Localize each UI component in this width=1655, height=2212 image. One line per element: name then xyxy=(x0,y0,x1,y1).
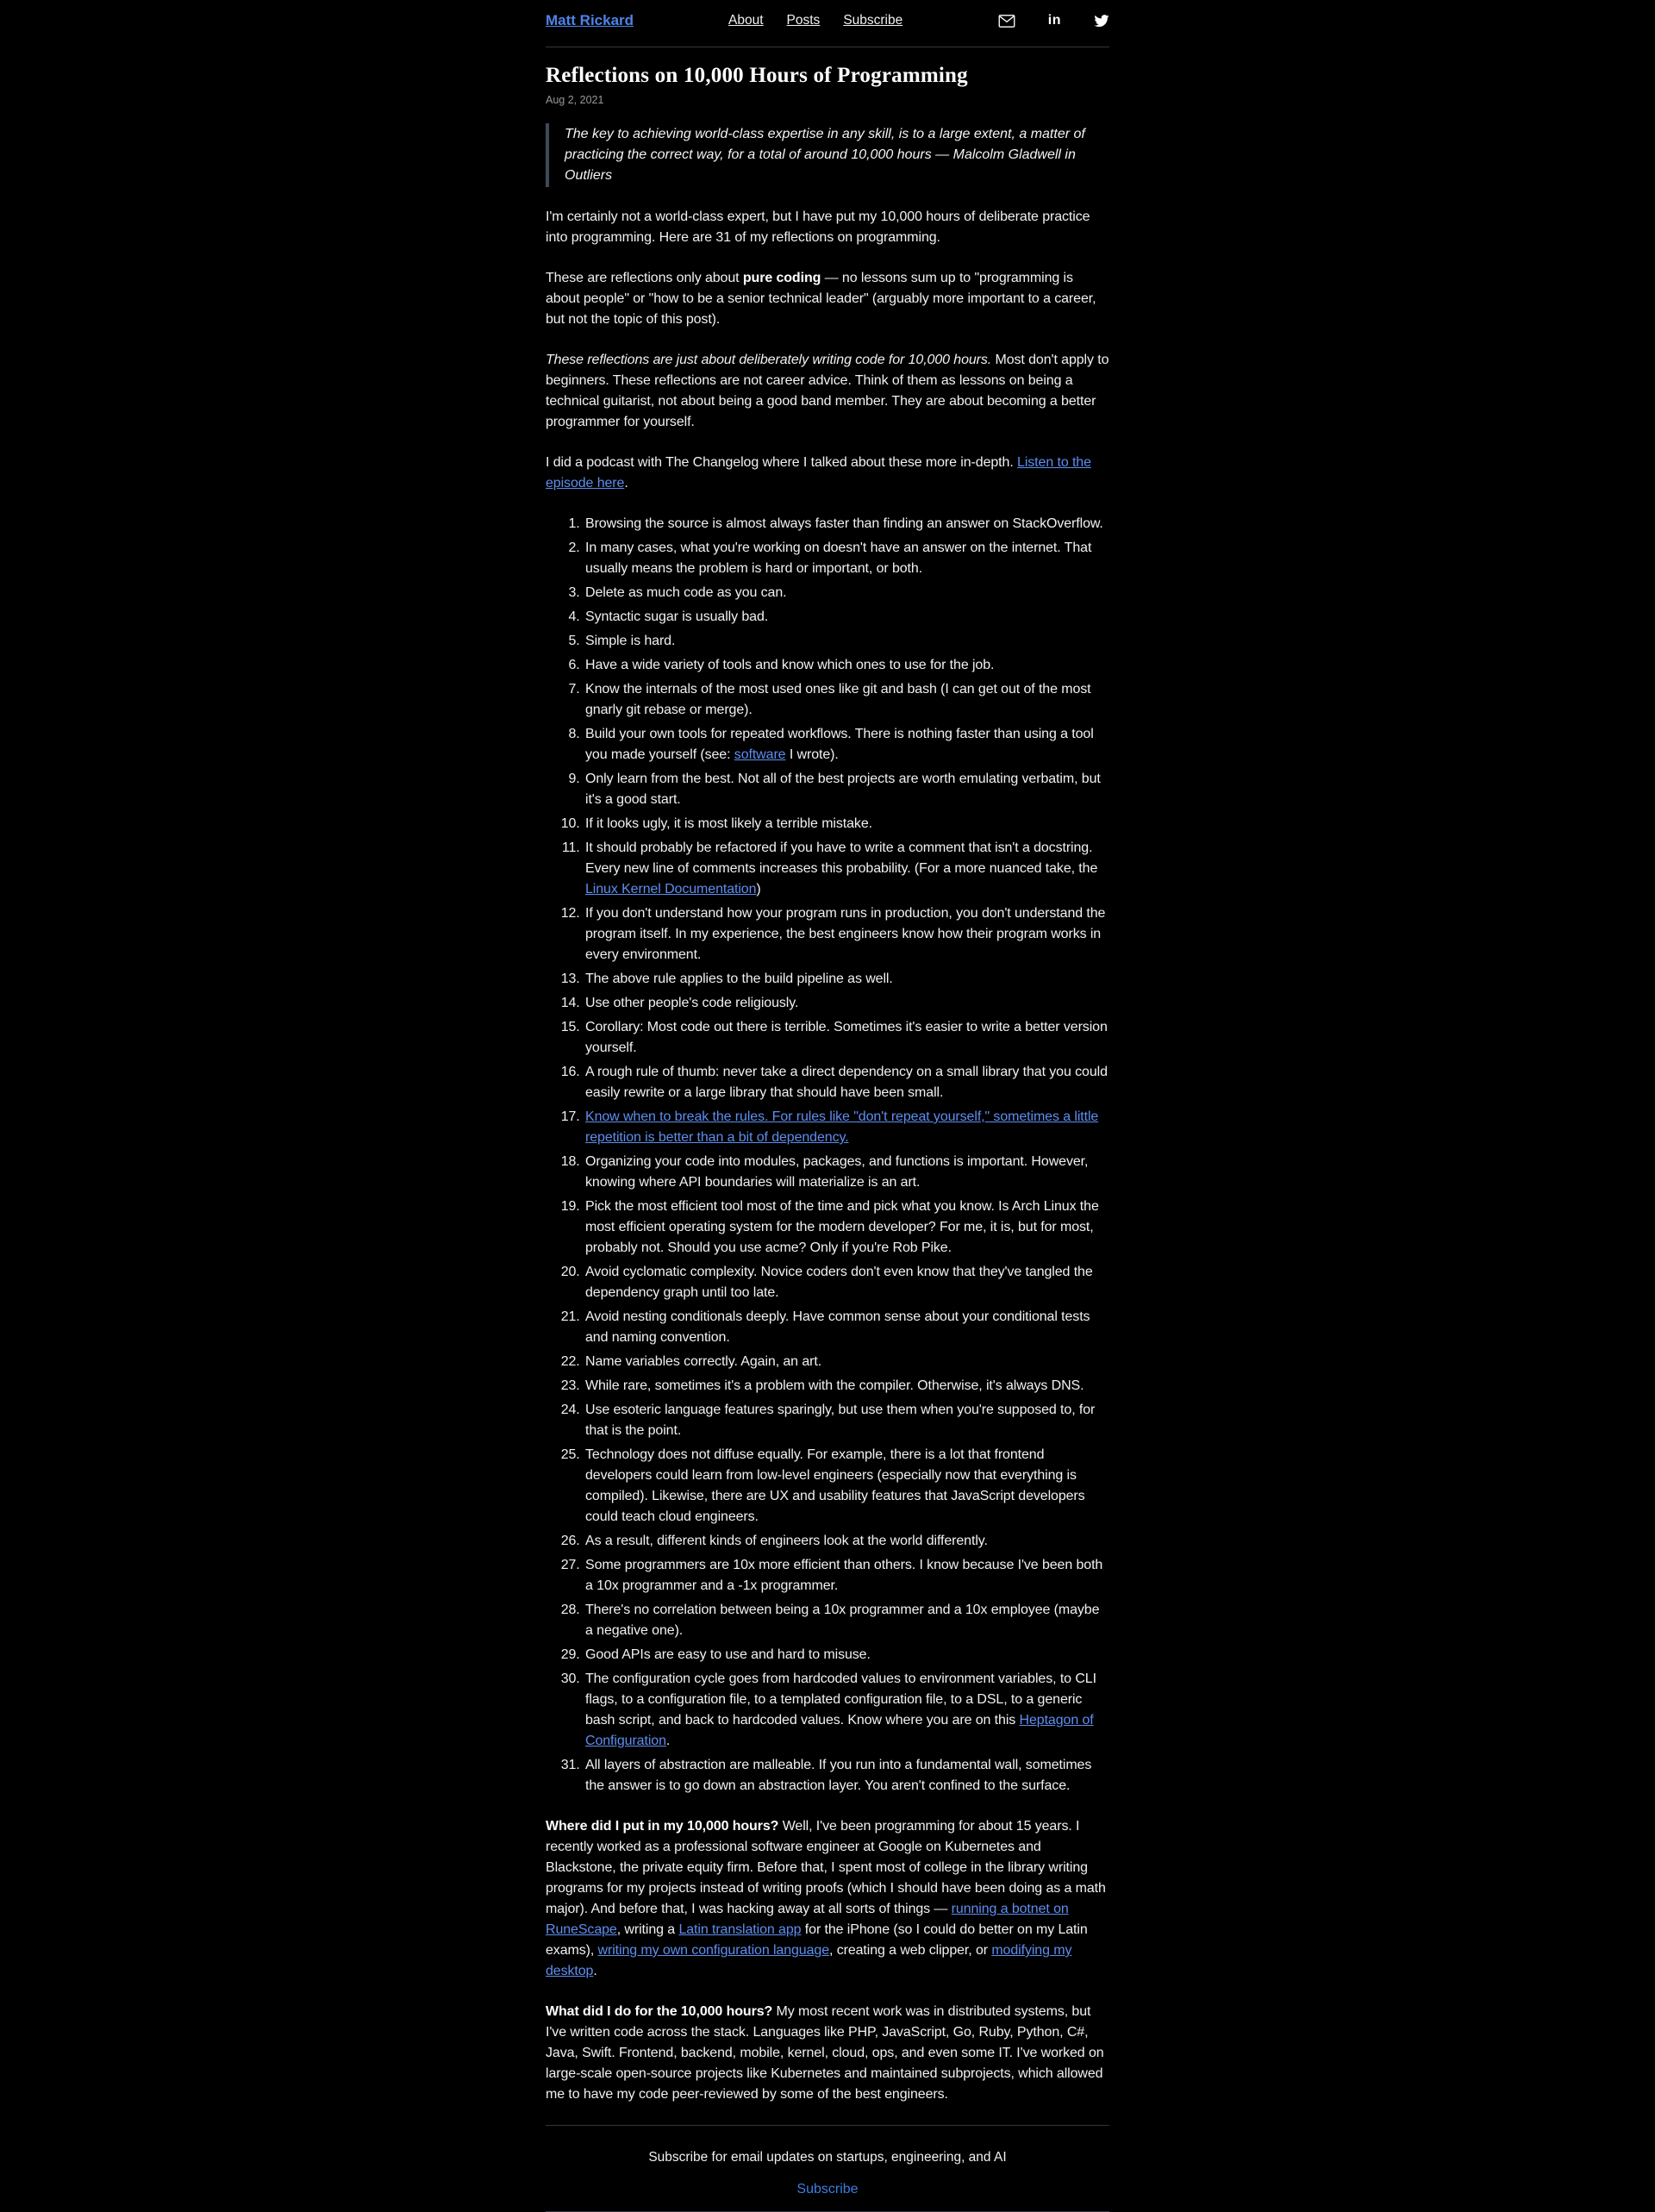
text: Most don't apply to beginners. These reflections are not career advice. Think of them as lessons on being a technical guitarist, not about being a good band member. They are about becoming a better programmer for yourself. xyxy=(546,353,1109,429)
text: Simple is hard. xyxy=(585,634,676,648)
text-link[interactable]: Linux Kernel Documentation xyxy=(585,882,757,897)
text: Corollary: Most code out there is terrible. Sometimes it's easier to write a better version yourself. xyxy=(585,1020,1108,1055)
list-item xyxy=(584,838,1109,900)
nav-item-posts[interactable]: Posts xyxy=(786,13,821,28)
italic-text: These reflections are just about deliberately writing code for 10,000 hours. xyxy=(546,353,992,367)
list-item xyxy=(584,1152,1109,1193)
text: These are reflections only about xyxy=(546,271,743,285)
text: My most recent work was in distributed systems, but I've written code across the stack. Languages like PHP, JavaScript, Go, Ruby, Python, C#, Java, Swift. Frontend, backend, mobile, kernel, cloud, ops, and even some IT. I've worked on large-scale open-source projects like Kubernetes and maintained subprojects, which allowed me to have my code peer-reviewed by some of the best engineers. xyxy=(546,2004,1104,2102)
list-item xyxy=(584,607,1109,628)
text: Avoid nesting conditionals deeply. Have common sense about your conditional tests and naming convention. xyxy=(585,1309,1090,1345)
text: Use esoteric language features sparingly, but use them when you're supposed to, for that is the point. xyxy=(585,1403,1096,1438)
text-link[interactable]: writing my own configuration language xyxy=(597,1943,830,1958)
article xyxy=(546,61,1109,2105)
text: . xyxy=(593,1964,597,1978)
text: Well, I've been programming for about 15 years. I recently worked as a professional software engineer at Google on Kubernetes and Blackstone, the private equity firm. Before that, I spent most of college in the library writing programs for my projects instead of writing proofs (which I should have been doing as a math major). And before that, I was hacking away at all sorts of things — xyxy=(546,1819,1106,1916)
text: All layers of abstraction are malleable. If you run into a fundamental wall, sometimes the answer is to go down an abstraction layer. You aren't confined to the surface. xyxy=(585,1758,1092,1793)
list-item xyxy=(584,903,1109,965)
subscribe-link[interactable]: Subscribe xyxy=(796,2182,859,2196)
text: Some programmers are 10x more efficient than others. I know because I've been both a 10x programmer and a -1x programmer. xyxy=(585,1558,1103,1593)
text: I wrote). xyxy=(785,747,839,762)
text: for the iPhone (so I could do better on my Latin exams), xyxy=(546,1922,1088,1958)
subscribe-message: Subscribe for email updates on startups, engineering, and AI xyxy=(648,2150,1007,2165)
text: Browsing the source is almost always faster than finding an answer on StackOverflow. xyxy=(585,516,1103,531)
text: If it looks ugly, it is most likely a terrible mistake. xyxy=(585,816,872,831)
list-item xyxy=(584,514,1109,534)
twitter-icon[interactable] xyxy=(1094,15,1109,28)
list-item xyxy=(584,724,1109,765)
main-nav xyxy=(728,10,902,31)
italic-text: The key to achieving world-class expertise in any skill, is to a large extent, a matter of practicing the correct way, for a total of around 10,000 hours — Malcolm Gladwell in Outliers xyxy=(565,127,1085,183)
text: , creating a web clipper, or xyxy=(829,1943,992,1958)
paragraph xyxy=(546,207,1109,248)
brand-link[interactable]: Matt Rickard xyxy=(546,12,634,28)
linkedin-icon[interactable]: in xyxy=(1047,13,1061,28)
text: ) xyxy=(756,882,761,897)
nav-item-subscribe[interactable]: Subscribe xyxy=(843,13,903,28)
list-item xyxy=(584,1017,1109,1059)
list-item xyxy=(584,969,1109,990)
list-item xyxy=(584,1669,1109,1752)
list-item xyxy=(584,1755,1109,1796)
list-item xyxy=(584,1445,1109,1528)
list-item xyxy=(584,1400,1109,1441)
bold-text: Where did I put in my 10,000 hours? xyxy=(546,1819,779,1834)
email-icon[interactable] xyxy=(998,14,1015,28)
list-item xyxy=(584,583,1109,603)
list-item xyxy=(584,679,1109,721)
nav-item-about[interactable]: About xyxy=(728,13,764,28)
page-column xyxy=(546,0,1109,2212)
list-item xyxy=(584,1307,1109,1348)
list-item xyxy=(584,769,1109,810)
paragraph xyxy=(546,1816,1109,1982)
gladwell-quote xyxy=(546,123,1109,187)
text: Have a wide variety of tools and know which ones to use for the job. xyxy=(585,658,995,672)
list-item xyxy=(584,1062,1109,1103)
reflections-list xyxy=(546,514,1109,1796)
text: The configuration cycle goes from hardcoded values to environment variables, to CLI flags, to a configuration file, to a templated configuration file, to a DSL, to a generic bash script, and back to hardcoded values. Know where you are on this xyxy=(585,1671,1096,1728)
text: Avoid cyclomatic complexity. Novice coders don't even know that they've tangled the dependency graph until too late. xyxy=(585,1265,1093,1300)
text: . xyxy=(665,1734,671,1748)
text: The above rule applies to the build pipeline as well. xyxy=(585,972,893,986)
list-item xyxy=(584,655,1109,676)
text: — no lessons sum up to "programming is about people" or "how to be a senior technical leader" (arguably more important to a career, but not the topic of this post). xyxy=(546,271,1096,327)
list-item xyxy=(584,538,1109,579)
text: Build your own tools for repeated workflows. There is nothing faster than using a tool you made yourself (see: xyxy=(585,727,1094,762)
list-item xyxy=(584,1197,1109,1259)
text: Know the internals of the most used ones like git and bash (I can get out of the most gnarly git rebase or merge). xyxy=(585,682,1091,717)
text: Technology does not diffuse equally. For example, there is a lot that frontend developers could learn from low-level engineers (especially now that everything is compiled). Likewise, there are UX and usability features that JavaScript developers could teach cloud engineers. xyxy=(585,1447,1085,1524)
list-item xyxy=(584,1107,1109,1148)
subscribe-footer xyxy=(546,2125,1109,2212)
paragraph xyxy=(546,2002,1109,2105)
text: In many cases, what you're working on doesn't have an answer on the internet. That usually means the problem is hard or important, or both. xyxy=(585,541,1092,576)
text-link[interactable]: software xyxy=(734,747,786,762)
text-link[interactable]: Heptagon of Configuration xyxy=(585,1713,1094,1748)
list-item xyxy=(584,1262,1109,1303)
site-header xyxy=(546,0,1109,47)
paragraph xyxy=(546,350,1109,433)
text: Syntactic sugar is usually bad. xyxy=(585,609,769,624)
text: I did a podcast with The Changelog where I talked about these more in-depth. xyxy=(546,455,1018,470)
text: A rough rule of thumb: never take a direct dependency on a small library that you could easily rewrite or a large library that should have been small. xyxy=(585,1065,1108,1100)
list-item xyxy=(584,1555,1109,1597)
text: Use other people's code religiously. xyxy=(585,996,799,1010)
text: There's no correlation between being a 10x programmer and a 10x employee (maybe a negative one). xyxy=(585,1603,1100,1638)
text-link[interactable]: Know when to break the rules. For rules like "don't repeat yourself," sometimes a little repetition is better than a bit of dependency. xyxy=(585,1109,1099,1145)
list-item xyxy=(584,1376,1109,1397)
text-link[interactable]: Listen to the episode here xyxy=(546,455,1091,491)
bold-text: pure coding xyxy=(742,271,821,285)
list-item xyxy=(584,1645,1109,1665)
text: Pick the most efficient tool most of the time and pick what you know. Is Arch Linux the most efficient operating system for the modern developer? For me, it is, but for most, probably not. Should you use acme? Only if you're Rob Pike. xyxy=(585,1199,1099,1255)
list-item xyxy=(584,1531,1109,1552)
text: As a result, different kinds of engineers look at the world differently. xyxy=(585,1534,988,1548)
list-item xyxy=(584,631,1109,652)
bold-text: What did I do for the 10,000 hours? xyxy=(546,2004,773,2019)
text-link[interactable]: modifying my desktop xyxy=(546,1943,1072,1978)
text: While rare, sometimes it's a problem with the compiler. Otherwise, it's always DNS. xyxy=(585,1378,1084,1393)
page-title: Reflections on 10,000 Hours of Programming xyxy=(546,64,968,87)
text: It should probably be refactored if you have to write a comment that isn't a docstring. Every new line of comments increases this probability. (For a more nuanced take, the xyxy=(585,840,1098,876)
paragraph xyxy=(546,268,1109,330)
text: I'm certainly not a world-class expert, but I have put my 10,000 hours of deliberate practice into programming. Here are 31 of my reflections on programming. xyxy=(546,209,1090,245)
outro-paragraphs xyxy=(546,1816,1109,2105)
text: Good APIs are easy to use and hard to misuse. xyxy=(585,1647,871,1662)
list-item xyxy=(584,1352,1109,1372)
text: Only learn from the best. Not all of the best projects are worth emulating verbatim, but it's a good start. xyxy=(585,772,1101,807)
text: Organizing your code into modules, packages, and functions is important. However, knowing where API boundaries will materialize is an art. xyxy=(585,1154,1089,1190)
text: If you don't understand how your program runs in production, you don't understand the program itself. In my experience, the best engineers know how their program works in every environment. xyxy=(585,906,1106,962)
paragraph xyxy=(546,453,1109,494)
list-item xyxy=(584,814,1109,834)
text-link[interactable]: running a botnet on RuneScape xyxy=(546,1902,1069,1937)
post-date: Aug 2, 2021 xyxy=(546,94,604,106)
text-link[interactable]: Latin translation app xyxy=(678,1922,802,1937)
text: Name variables correctly. Again, an art. xyxy=(585,1354,822,1369)
list-item xyxy=(584,1600,1109,1641)
text: Delete as much code as you can. xyxy=(585,585,787,600)
list-item xyxy=(584,993,1109,1014)
text: , writing a xyxy=(616,1922,679,1937)
text: . xyxy=(624,476,628,491)
social-icons xyxy=(998,12,1109,29)
intro-paragraphs xyxy=(546,207,1109,494)
